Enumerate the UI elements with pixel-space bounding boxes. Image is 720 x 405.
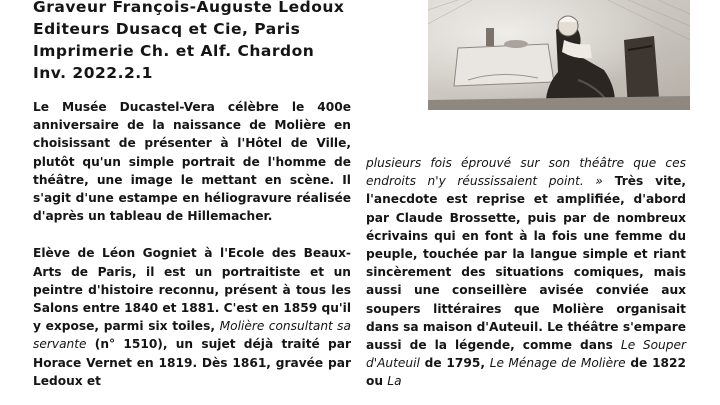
artwork-title: Molière consultant sa servante <box>33 319 351 352</box>
quote-text: plusieurs fois éprouvé sur son théâtre que ces endroits n'y réussissaient point. » <box>366 156 686 189</box>
editors-credit: Editeurs Dusacq et Cie, Paris <box>33 20 301 38</box>
artist-text-2: (n° 1510), un sujet déjà traité par Horace Vernet en 1819. Dès 1861, gravée par Ledoux et <box>33 337 351 388</box>
story-text-2: de 1795, <box>419 356 490 371</box>
left-text-column <box>33 98 351 405</box>
play-title-2: Le Ménage de Molière <box>489 356 626 371</box>
right-text-column <box>366 154 686 391</box>
artist-text-1: Elève de Léon Gogniet à l'Ecole des Beaux-Arts de Paris, il est un portraitiste et un peintre d'histoire reconnu, présent à tous les Salons entre 1840 et 1881. C'est en 1859 qu'il y expose, parmi six toiles, <box>33 246 351 334</box>
inventory-number: Inv. 2022.2.1 <box>33 64 153 82</box>
engraver-credit: Graveur François-Auguste Ledoux <box>33 0 345 16</box>
intro-paragraph: Le Musée Ducastel-Vera célèbre le 400e anniversaire de la naissance de Molière en choisissant de présenter à l'Hôtel de Ville, plutôt qu'un simple portrait de l'homme de théâtre, une image le mettant en scène. Il s'agit d'une estampe en héliogravure réalisée d'après un tableau de Hillemacher. <box>33 100 351 224</box>
play-title-1: Le Souper d'Auteuil <box>366 338 686 371</box>
play-title-3: La <box>387 374 402 389</box>
engraving-image <box>428 0 690 110</box>
artist-paragraph <box>33 244 351 390</box>
printer-credit: Imprimerie Ch. et Alf. Chardon <box>33 42 315 60</box>
engraving-illustration <box>428 0 690 110</box>
artwork-credits <box>33 0 363 84</box>
story-text-3: de 1822 ou <box>366 356 686 389</box>
story-paragraph <box>366 154 686 391</box>
story-text-1: Très vite, l'anecdote est reprise et amplifiée, d'abord par Claude Brossette, puis par de nombreux écrivains qui en font à la fois une femme du peuple, touchée par la langue simple et riant sincèrement des situations comiques, mais aussi une conseillère avisée conviée aux soupers littéraires que Molière organisait dans sa maison d'Auteuil. Le théâtre s'empare aussi de la légende, comme dans <box>366 174 686 353</box>
